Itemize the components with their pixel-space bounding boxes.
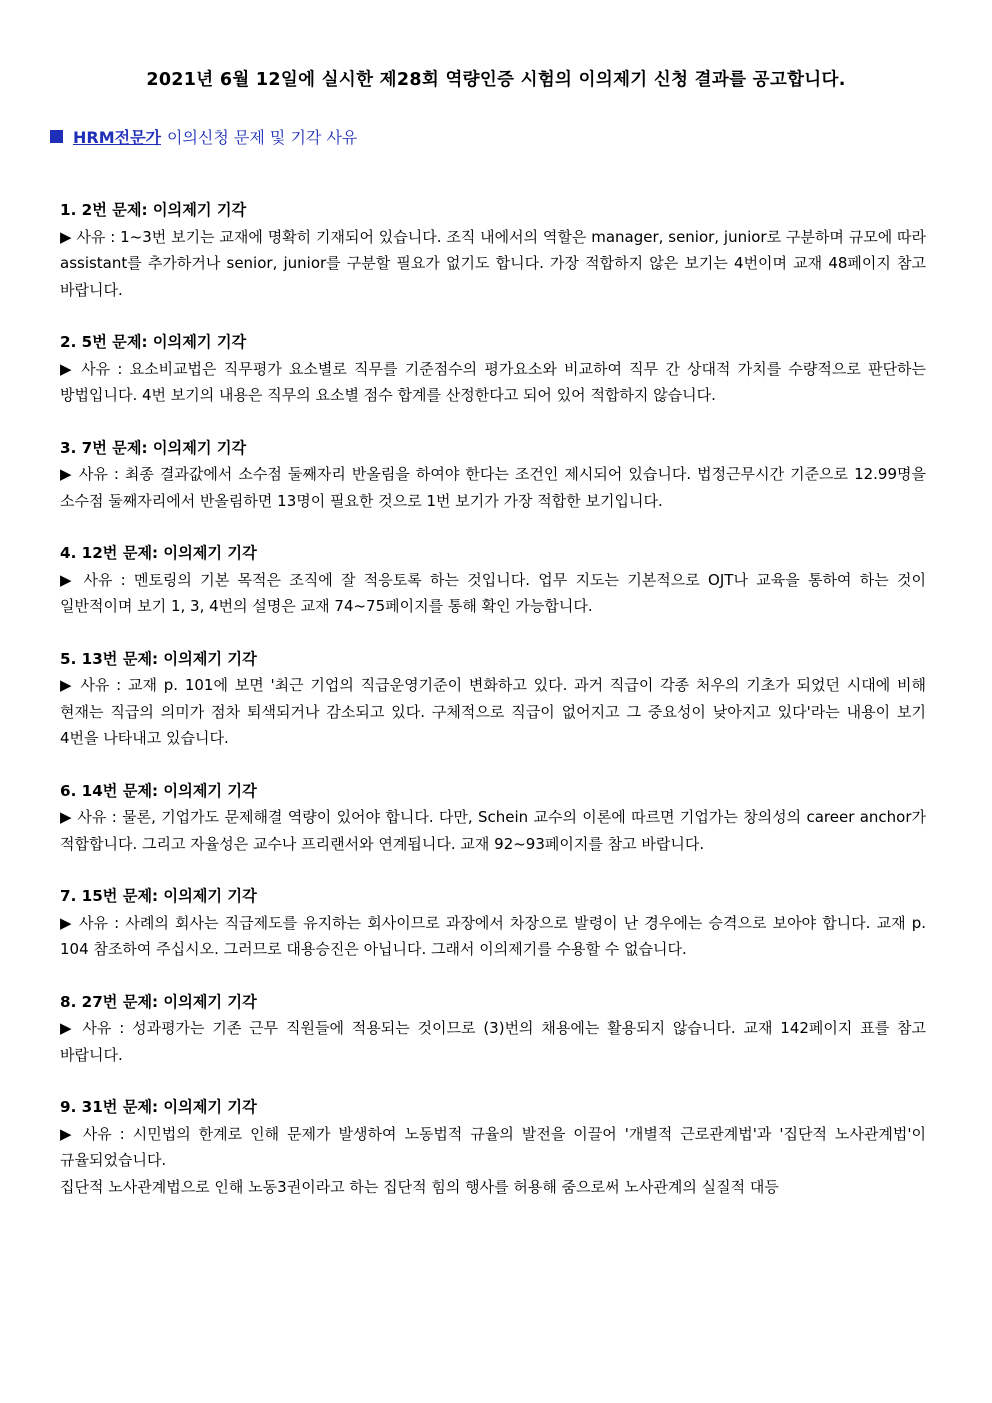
objection-list (60, 197, 926, 1226)
objection-heading: 1. 2번 문제: 이의제기 기각 (60, 201, 247, 219)
objection-heading: 4. 12번 문제: 이의제기 기각 (60, 544, 257, 562)
objection-reason: ▶ 사유 : 멘토링의 기본 목적은 조직에 잘 적응토록 하는 것입니다. 업무 지도는 기본적으로 OJT나 교육을 통하여 하는 것이 일반적이며 보기 1, 3, 4번의 설명은 교재 74~75페이지를 통해 확인 가능합니다. (60, 570, 926, 615)
objection-item (60, 646, 926, 752)
objection-item (60, 989, 926, 1069)
objection-reason: ▶ 사유 : 1~3번 보기는 교재에 명확히 기재되어 있습니다. 조직 내에서의 역할은 manager, senior, junior로 구분하며 규모에 따라 assistant를 추가하거나 senior, junior를 구분할 필요가 없기도 합니다. 가장 적합하지 않은 보기는 4번이며 교재 48페이지 참고 바랍니다. (60, 227, 926, 299)
objection-item (60, 197, 926, 303)
objection-item (60, 883, 926, 963)
objection-heading: 3. 7번 문제: 이의제기 기각 (60, 438, 247, 457)
objection-heading: 5. 13번 문제: 이의제기 기각 (60, 649, 257, 668)
objection-item (60, 540, 926, 620)
square-bullet-icon (50, 130, 63, 143)
objection-reason: ▶ 사유 : 물론, 기업가도 문제해결 역량이 있어야 합니다. 다만, Schein 교수의 이론에 따르면 기업가는 창의성의 career anchor가 적합합니다. 그리고 자율성은 교수나 프리랜서와 연계됩니다. 교재 92~93페이지를 참고 바랍니다. (60, 808, 926, 853)
objection-reason: ▶ 사유 : 교재 p. 101에 보면 '최근 기업의 직급운영기준이 변화하고 있다. 과거 직급이 각종 처우의 기초가 되었던 시대에 비해 현재는 직급의 의미가 점차 퇴색되거나 감소되고 있다. 구체적으로 직급이 없어지고 그 중요성이 낮아지고 있다'라는 내용이 보기 4번을 나타내고 있습니다. (60, 676, 926, 747)
objection-item (60, 435, 926, 515)
hrm-expert-link[interactable]: HRM전문가 (73, 128, 162, 147)
section-label: 이의신청 문제 및 기각 사유 (167, 128, 358, 147)
objection-reason: ▶ 사유 : 요소비교법은 직무평가 요소별로 직무를 기준점수의 평가요소와 비교하여 직무 간 상대적 가치를 수량적으로 판단하는 방법입니다. 4번 보기의 내용은 직무의 요소별 점수 합계를 산정한다고 되어 있어 적합하지 않습니다. (60, 359, 926, 404)
objection-item (60, 778, 926, 858)
objection-reason-continued: 집단적 노사관계법으로 인해 노동3권이라고 하는 집단적 힘의 행사를 허용해 줌으로써 노사관계의 실질적 대등 (60, 1177, 779, 1196)
section-header (50, 125, 357, 148)
objection-heading: 8. 27번 문제: 이의제기 기각 (60, 992, 257, 1011)
objection-reason: ▶ 사유 : 시민법의 한계로 인해 문제가 발생하여 노동법적 규율의 발전을 이끌어 '개별적 근로관계법'과 '집단적 노사관계법'이 규율되었습니다. (60, 1124, 926, 1169)
objection-item (60, 1094, 926, 1200)
objection-reason: ▶ 사유 : 사례의 회사는 직급제도를 유지하는 회사이므로 과장에서 차장으로 발령이 난 경우에는 승격으로 보아야 합니다. 교재 p. 104 참조하여 주십시오. 그러므로 대용승진은 아닙니다. 그래서 이의제기를 수용할 수 없습니다. (60, 913, 926, 958)
objection-heading: 6. 14번 문제: 이의제기 기각 (60, 781, 257, 800)
page-title: 2021년 6월 12일에 실시한 제28회 역량인증 시험의 이의제기 신청 결과를 공고합니다. (146, 70, 846, 90)
objection-reason: ▶ 사유 : 성과평가는 기존 근무 직원들에 적용되는 것이므로 (3)번의 채용에는 활용되지 않습니다. 교재 142페이지 표를 참고 바랍니다. (60, 1019, 926, 1064)
objection-heading: 2. 5번 문제: 이의제기 기각 (60, 333, 247, 351)
objection-heading: 7. 15번 문제: 이의제기 기각 (60, 887, 257, 905)
objection-heading: 9. 31번 문제: 이의제기 기각 (60, 1098, 257, 1116)
objection-item (60, 329, 926, 409)
objection-reason: ▶ 사유 : 최종 결과값에서 소수점 둘째자리 반올림을 하여야 한다는 조건인 제시되어 있습니다. 법정근무시간 기준으로 12.99명을 소수점 둘째자리에서 반올림하면 13명이 필요한 것으로 1번 보기가 가장 적합한 보기입니다. (60, 465, 926, 510)
